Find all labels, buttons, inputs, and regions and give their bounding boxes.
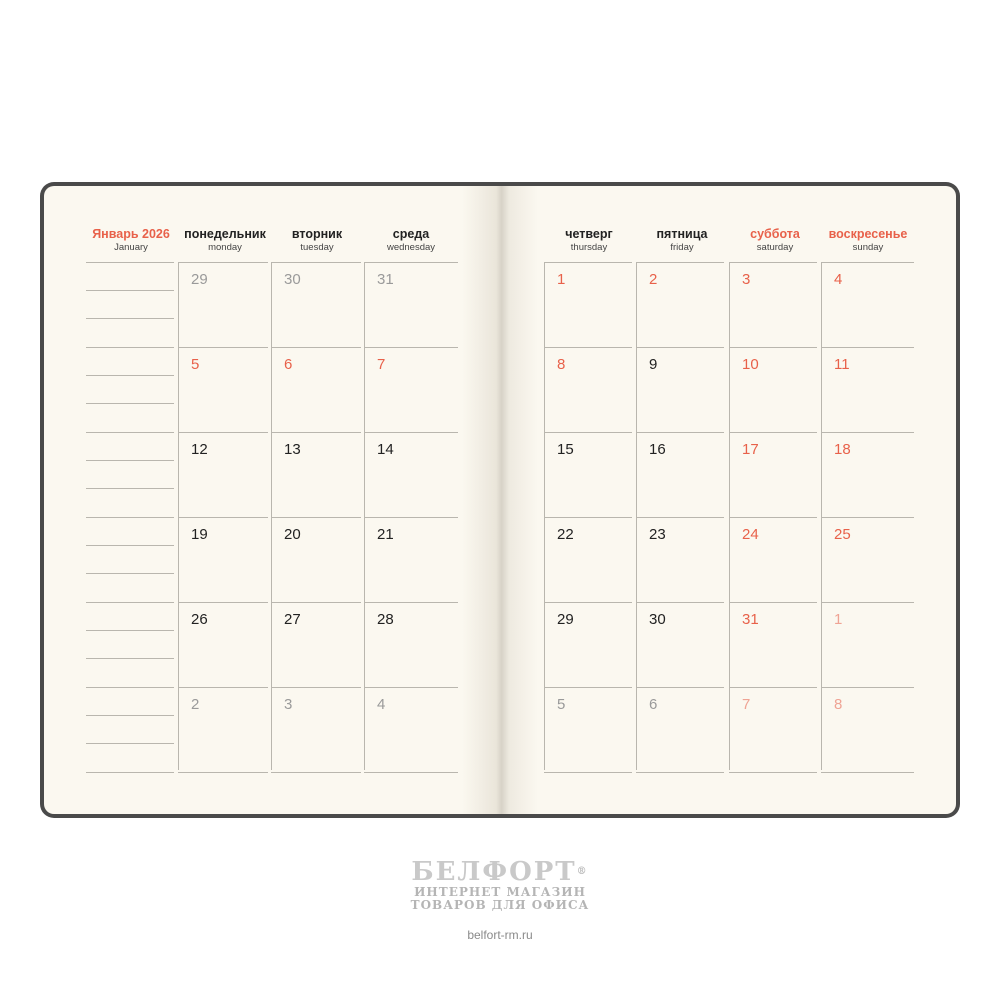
grid-hline (178, 347, 268, 348)
day-number: 2 (191, 696, 200, 713)
day-number: 5 (191, 356, 200, 373)
logo-brand: БЕЛФОРТ (411, 857, 577, 887)
day-number: 26 (191, 611, 208, 628)
header-ru: Январь 2026 (92, 227, 170, 241)
day-number: 3 (742, 271, 751, 288)
grid-hline (729, 347, 817, 348)
day-number: 30 (284, 271, 301, 288)
grid-hline (821, 262, 914, 263)
grid-vline (178, 262, 179, 770)
header-en: monday (208, 242, 242, 253)
day-number: 12 (191, 441, 208, 458)
header-ru: среда (392, 227, 430, 241)
grid-hline (821, 517, 914, 518)
day-number: 31 (742, 611, 759, 628)
grid-hline (364, 772, 458, 773)
grid-vline (364, 262, 365, 770)
notes-line (86, 658, 174, 659)
grid-hline (636, 262, 724, 263)
grid-hline (364, 517, 458, 518)
notes-line (86, 545, 174, 546)
grid-vline (729, 262, 730, 770)
header-ru: вторник (291, 227, 343, 241)
notes-line (86, 347, 174, 348)
grid-hline (178, 602, 268, 603)
day-number: 19 (191, 526, 208, 543)
grid-hline (364, 262, 458, 263)
grid-vline (544, 262, 545, 770)
header-en: January (114, 242, 148, 253)
header-ru: суббота (750, 227, 800, 241)
grid-hline (271, 347, 361, 348)
grid-hline (178, 262, 268, 263)
grid-hline (271, 772, 361, 773)
header-ru: воскресенье (828, 227, 908, 241)
day-number: 17 (742, 441, 759, 458)
grid-hline (271, 687, 361, 688)
grid-hline (364, 602, 458, 603)
grid-hline (271, 517, 361, 518)
grid-hline (271, 262, 361, 263)
header-ru: понедельник (184, 227, 266, 241)
grid-hline (364, 347, 458, 348)
day-number: 15 (557, 441, 574, 458)
notes-line (86, 290, 174, 291)
notes-line (86, 318, 174, 319)
day-number: 30 (649, 611, 666, 628)
day-number: 31 (377, 271, 394, 288)
logo-line3: ТОВАРОВ ДЛЯ ОФИСА (410, 898, 590, 912)
logo-reg: ® (576, 866, 589, 877)
header-en: saturday (756, 242, 794, 253)
notes-line (86, 602, 174, 603)
day-number: 7 (377, 356, 386, 373)
day-number: 8 (557, 356, 566, 373)
notes-line (86, 403, 174, 404)
grid-hline (544, 432, 632, 433)
day-number: 4 (834, 271, 843, 288)
header-en: tuesday (300, 242, 334, 253)
grid-hline (636, 347, 724, 348)
day-number: 29 (191, 271, 208, 288)
column-header-left-3 (351, 227, 471, 253)
grid-hline (729, 517, 817, 518)
header-en: sunday (852, 242, 884, 253)
day-number: 13 (284, 441, 301, 458)
header-en: wednesday (386, 242, 436, 253)
day-number: 22 (557, 526, 574, 543)
grid-hline (364, 687, 458, 688)
grid-hline (729, 687, 817, 688)
grid-hline (636, 517, 724, 518)
grid-hline (636, 432, 724, 433)
day-number: 1 (834, 611, 843, 628)
grid-hline (178, 687, 268, 688)
left-page (44, 186, 500, 814)
notes-line (86, 573, 174, 574)
grid-hline (636, 772, 724, 773)
grid-hline (729, 602, 817, 603)
grid-hline (636, 687, 724, 688)
grid-hline (178, 517, 268, 518)
day-number: 21 (377, 526, 394, 543)
grid-hline (729, 262, 817, 263)
grid-hline (364, 432, 458, 433)
header-ru: четверг (565, 227, 613, 241)
day-number: 24 (742, 526, 759, 543)
notes-line (86, 687, 174, 688)
notes-line (86, 460, 174, 461)
notes-line (86, 432, 174, 433)
grid-hline (544, 262, 632, 263)
grid-hline (729, 772, 817, 773)
notes-line (86, 743, 174, 744)
right-page (500, 186, 956, 814)
day-number: 6 (284, 356, 293, 373)
column-header-right-3 (808, 227, 928, 253)
day-number: 28 (377, 611, 394, 628)
grid-hline (544, 687, 632, 688)
day-number: 5 (557, 696, 566, 713)
day-number: 14 (377, 441, 394, 458)
grid-hline (544, 772, 632, 773)
grid-hline (271, 602, 361, 603)
day-number: 11 (834, 356, 850, 373)
day-number: 7 (742, 696, 751, 713)
grid-hline (544, 602, 632, 603)
day-number: 8 (834, 696, 843, 713)
notes-line (86, 517, 174, 518)
grid-hline (271, 432, 361, 433)
day-number: 3 (284, 696, 293, 713)
notes-line (86, 772, 174, 773)
day-number: 25 (834, 526, 851, 543)
notes-line (86, 262, 174, 263)
grid-hline (821, 772, 914, 773)
day-number: 27 (284, 611, 301, 628)
grid-vline (271, 262, 272, 770)
grid-hline (821, 687, 914, 688)
grid-hline (821, 602, 914, 603)
day-number: 29 (557, 611, 574, 628)
day-number: 20 (284, 526, 301, 543)
grid-hline (544, 347, 632, 348)
notes-line (86, 630, 174, 631)
day-number: 4 (377, 696, 386, 713)
grid-hline (636, 602, 724, 603)
site-url[interactable]: belfort-rm.ru (467, 928, 533, 942)
grid-vline (821, 262, 822, 770)
day-number: 9 (649, 356, 658, 373)
header-ru: пятница (656, 227, 708, 241)
day-number: 18 (834, 441, 851, 458)
day-number: 23 (649, 526, 666, 543)
day-number: 2 (649, 271, 658, 288)
grid-vline (636, 262, 637, 770)
header-en: friday (670, 242, 694, 253)
logo-line2: ИНТЕРНЕТ МАГАЗИН (414, 885, 586, 899)
grid-hline (729, 432, 817, 433)
grid-hline (821, 432, 914, 433)
notes-line (86, 375, 174, 376)
grid-hline (544, 517, 632, 518)
brand-logo (0, 858, 1000, 912)
day-number: 1 (557, 271, 566, 288)
day-number: 10 (742, 356, 759, 373)
header-en: thursday (570, 242, 608, 253)
day-number: 6 (649, 696, 658, 713)
grid-hline (178, 772, 268, 773)
notes-line (86, 715, 174, 716)
day-number: 16 (649, 441, 666, 458)
grid-hline (821, 347, 914, 348)
notes-line (86, 488, 174, 489)
grid-hline (178, 432, 268, 433)
